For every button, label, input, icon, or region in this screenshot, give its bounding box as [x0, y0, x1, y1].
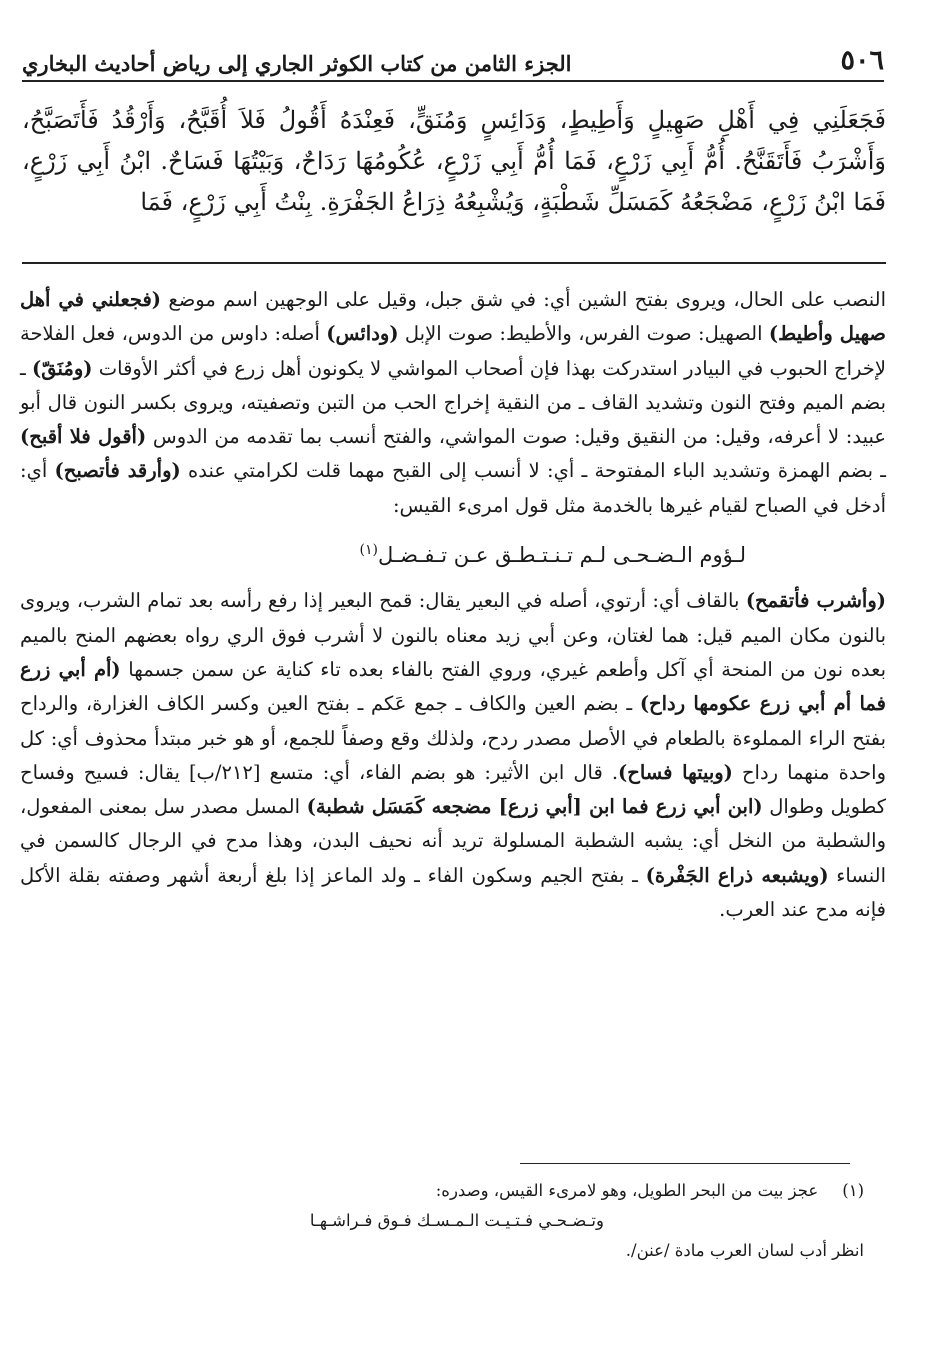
quoted-phrase: (ودائس): [326, 322, 399, 346]
commentary-text: بالقاف أي: أرتوي، أصله في البعير يقال: قمح البعير إذا رفع رأسه بعد تمام الشرب، ويروى بالنون مكان الميم قيل: هما لغتان، وعن أبي زيد معناه بالنون لا أشرب فوق الري رواه بعضهم المنح بالميم بعده نون من المنحة أي آكل وأطعم غيري، وروي الفتح بالفاء بعده تاء كناية عن سمن جسمها: [20, 589, 886, 681]
commentary-text: ـ بفتح الجيم وسكون الفاء ـ ولد الماعز إذا بلغ أربعة أشهر وصفته بقلة الأكل فإنه مدح عند العرب.: [20, 863, 886, 922]
quoted-phrase: (ومُنَقّ): [32, 356, 93, 380]
commentary: [20, 283, 886, 927]
footnote-marker: (١): [842, 1181, 864, 1200]
poetry-verse: [20, 533, 886, 572]
footnote-verse: وتـضـحـي فـتـيـت الـمـسـك فـوق فـراشـهـا: [309, 1211, 604, 1230]
commentary-text: المسل مصدر سل بمعنى المفعول، والشطبة من النخل أي: يشبه الشطبة المسلولة تريد أنه نحيف البدن، وهذا مدح في الرجال كالسمن في النساء: [20, 795, 886, 887]
footnotes: [120, 1176, 864, 1266]
commentary-text: الصهيل: صوت الفرس، والأطيط: صوت الإبل: [398, 322, 769, 346]
footnote-divider: [520, 1163, 850, 1164]
footnote-reference[interactable]: (١): [359, 542, 379, 559]
hadith-text: فَجَعَلَنِي فِي أَهْلِ صَهِيلٍ وَأَطِيطٍ، وَدَائِسٍ وَمُنَقٍّ، فَعِنْدَهُ أَقُولُ فَلاَ أُقَبَّحُ، وَأَرْقُدُ فَأَتَصَبَّحُ، وَأَشْرَبُ فَأَتَقَنَّحُ. أُمُّ أَبِي زَرْعٍ، فَمَا أُمُّ أَبِي زَرْعٍ، عُكُومُهَا رَدَاحٌ، وَبَيْتُهَا فَسَاحٌ. ابْنُ أَبِي زَرْعٍ، فَمَا ابْنُ زَرْعٍ، مَضْجَعُهُ كَمَسَلِّ شَطْبَةٍ، وَيُشْبِعُهُ ذِرَاعُ الجَفْرَةِ. بِنْتُ أَبِي زَرْعٍ، فَمَا: [22, 106, 887, 216]
quoted-phrase: (فجعلني في أهل صهيل وأطيط): [20, 288, 886, 346]
commentary-text: ـ بضم العين والكاف ـ جمع عَكم ـ بفتح العين وكسر الكاف الغزارة، والرداح بفتح الراء المملوءة بالطعام في الأصل مصدر ردح، ولذلك وقع وصفاً للجمع، أو هو خبر مبتدأ محذوف أي: كل واحدة منهما رداح: [20, 692, 887, 784]
page-number: ٥٠٦: [840, 45, 884, 76]
commentary-text: ـ بضم الهمزة وتشديد الباء المفتوحة ـ أي: لا أنسب إلى القبح مهما قلت لكرامتي عنده: [180, 459, 886, 483]
quoted-phrase: (ابن أبي زرع فما ابن [أبي زرع] مضجعه كَمَسَل شطبة): [306, 795, 763, 819]
quoted-phrase: (وأشرب فأتقمح): [745, 589, 886, 613]
book-title: الجزء الثامن من كتاب الكوثر الجاري إلى رياض أحاديث البخاري: [22, 51, 572, 76]
footnote-text: عجز بيت من البحر الطويل، وهو لامرىء القيس، وصدره:: [435, 1181, 819, 1200]
quoted-phrase: (وأرقد فأتصبح): [54, 459, 181, 483]
commentary-paragraph-1: [20, 283, 886, 523]
quoted-phrase: (أقول فلا أقبح): [20, 425, 147, 449]
commentary-text: أصله: داوس من الدوس، فعل الفلاحة لإخراج الحبوب في البيادر استدركت بهذا فإن أصحاب المواشي لا يكونون أهل زرع في أكثر الأوقات: [20, 322, 886, 380]
commentary-text: ـ بضم الميم وفتح النون وتشديد القاف ـ من النقية إخراج الحب من التبن وتصفيته، ويروى بكسر النون قال أبو عبيد: لا أعرفه، وقيل: من النقيق وقيل: صوت المواشي، والفتح أنسب بما تقدمه من الدوس: [20, 356, 886, 449]
commentary-text: أي: أدخل في الصباح لقيام غيرها بالخدمة مثل قول امرىء القيس:: [20, 459, 886, 517]
quoted-phrase: (وبيتها فساح): [618, 760, 733, 784]
hadith-divider: [22, 262, 886, 264]
footnote-source: انظر أدب لسان العرب مادة /عنن/.: [625, 1241, 864, 1260]
footnote-1: [120, 1176, 864, 1206]
verse-text: لـؤوم الـضـحـى لـم تـنـتـطـق عـن تـفـضـل: [378, 543, 746, 568]
quoted-phrase: (أم أبي زرع فما أم أبي زرع عكومها رداح): [20, 657, 886, 716]
quoted-phrase: (ويشبعه ذراع الجَفْرة): [645, 863, 829, 887]
commentary-text: النصب على الحال، ويروى بفتح الشين أي: في شق جبل، وقيل على الوجهين اسم موضع: [161, 288, 886, 311]
running-header: [22, 40, 884, 82]
commentary-text: . قال ابن الأثير: هو بضم الفاء، أي: متسع [٢١٢/ب] يقال: فسيح وفساح كطويل وطوال: [20, 760, 886, 819]
commentary-paragraph-2: [20, 584, 886, 927]
